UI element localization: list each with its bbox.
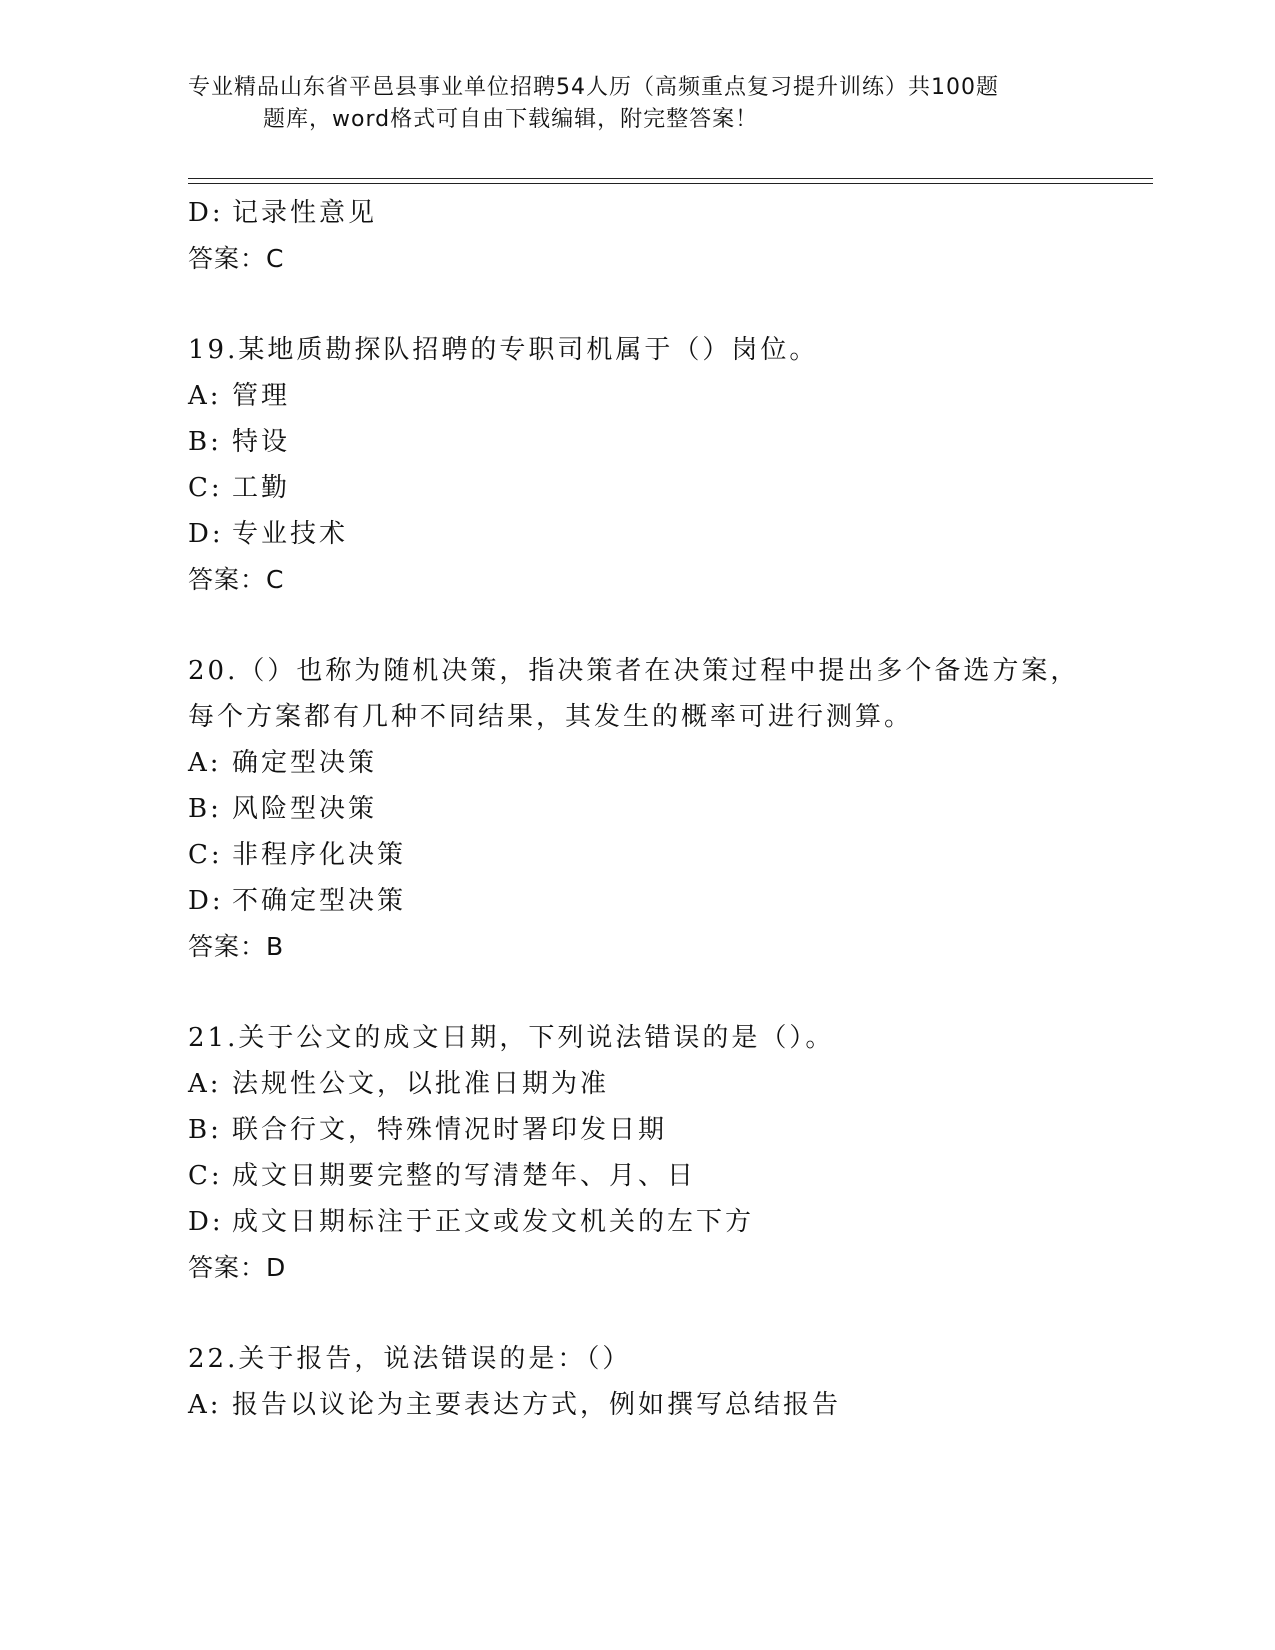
option-row [188, 373, 1148, 419]
option-letter: B: [188, 1115, 222, 1145]
option-row [188, 419, 1148, 465]
option-text: 风险型决策 [232, 794, 378, 824]
option-letter: C: [188, 473, 223, 503]
question-text: 20.（）也称为随机决策，指决策者在决策过程中提出多个备选方案， [188, 656, 1080, 686]
question-block [188, 1336, 1148, 1428]
header-title-line-1: 专业精品山东省平邑县事业单位招聘54人历（高频重点复习提升训练）共100题 [188, 75, 999, 100]
option-letter: A: [188, 1390, 222, 1420]
question-block [188, 648, 1148, 970]
option-letter: B: [188, 427, 222, 457]
option-text: 非程序化决策 [232, 840, 407, 870]
question-block [188, 1015, 1148, 1291]
document-header [188, 72, 1088, 136]
answer-line: 答案：C [188, 565, 285, 594]
option-row [188, 786, 1148, 832]
option-text: 不确定型决策 [232, 886, 407, 916]
option-row [188, 465, 1148, 511]
option-row [188, 1153, 1148, 1199]
question-block [188, 327, 1148, 603]
question-block [188, 190, 1148, 282]
option-row [188, 740, 1148, 786]
option-letter: D: [188, 1207, 224, 1237]
answer-line: 答案：B [188, 932, 285, 961]
option-text: 成文日期要完整的写清楚年、月、日 [232, 1161, 697, 1191]
option-letter: C: [188, 1161, 223, 1191]
option-text: 联合行文，特殊情况时署印发日期 [232, 1115, 668, 1145]
answer-line: 答案：C [188, 244, 285, 273]
option-row [188, 190, 1148, 236]
option-text: 报告以议论为主要表达方式，例如撰写总结报告 [232, 1390, 842, 1420]
option-row [188, 1107, 1148, 1153]
option-text: 确定型决策 [232, 748, 378, 778]
option-letter: D: [188, 198, 224, 228]
question-text-continued: 每个方案都有几种不同结果，其发生的概率可进行测算。 [188, 702, 914, 732]
option-row [188, 511, 1148, 557]
option-row [188, 832, 1148, 878]
question-text: 22.关于报告，说法错误的是：（） [188, 1344, 632, 1374]
option-text: 管理 [232, 381, 291, 411]
header-title-line-2: 题库，word格式可自由下载编辑，附完整答案！ [263, 107, 759, 132]
option-row [188, 1199, 1148, 1245]
option-text: 成文日期标注于正文或发文机关的左下方 [232, 1207, 755, 1237]
header-divider-top [188, 178, 1153, 179]
option-row [188, 878, 1148, 924]
question-text: 19.某地质勘探队招聘的专职司机属于（）岗位。 [188, 335, 819, 365]
option-text: 记录性意见 [232, 198, 378, 228]
option-letter: A: [188, 381, 222, 411]
option-letter: D: [188, 886, 224, 916]
answer-line: 答案：D [188, 1253, 287, 1282]
option-text: 法规性公文，以批准日期为准 [232, 1069, 610, 1099]
option-letter: A: [188, 1069, 222, 1099]
option-letter: A: [188, 748, 222, 778]
option-text: 专业技术 [232, 519, 349, 549]
question-text: 21.关于公文的成文日期，下列说法错误的是（）。 [188, 1023, 835, 1053]
option-text: 工勤 [232, 473, 291, 503]
question-list [188, 190, 1148, 1428]
option-row [188, 1061, 1148, 1107]
header-divider-bottom [188, 183, 1153, 184]
option-letter: C: [188, 840, 223, 870]
option-row [188, 1382, 1148, 1428]
option-letter: D: [188, 519, 224, 549]
option-letter: B: [188, 794, 222, 824]
option-text: 特设 [232, 427, 291, 457]
